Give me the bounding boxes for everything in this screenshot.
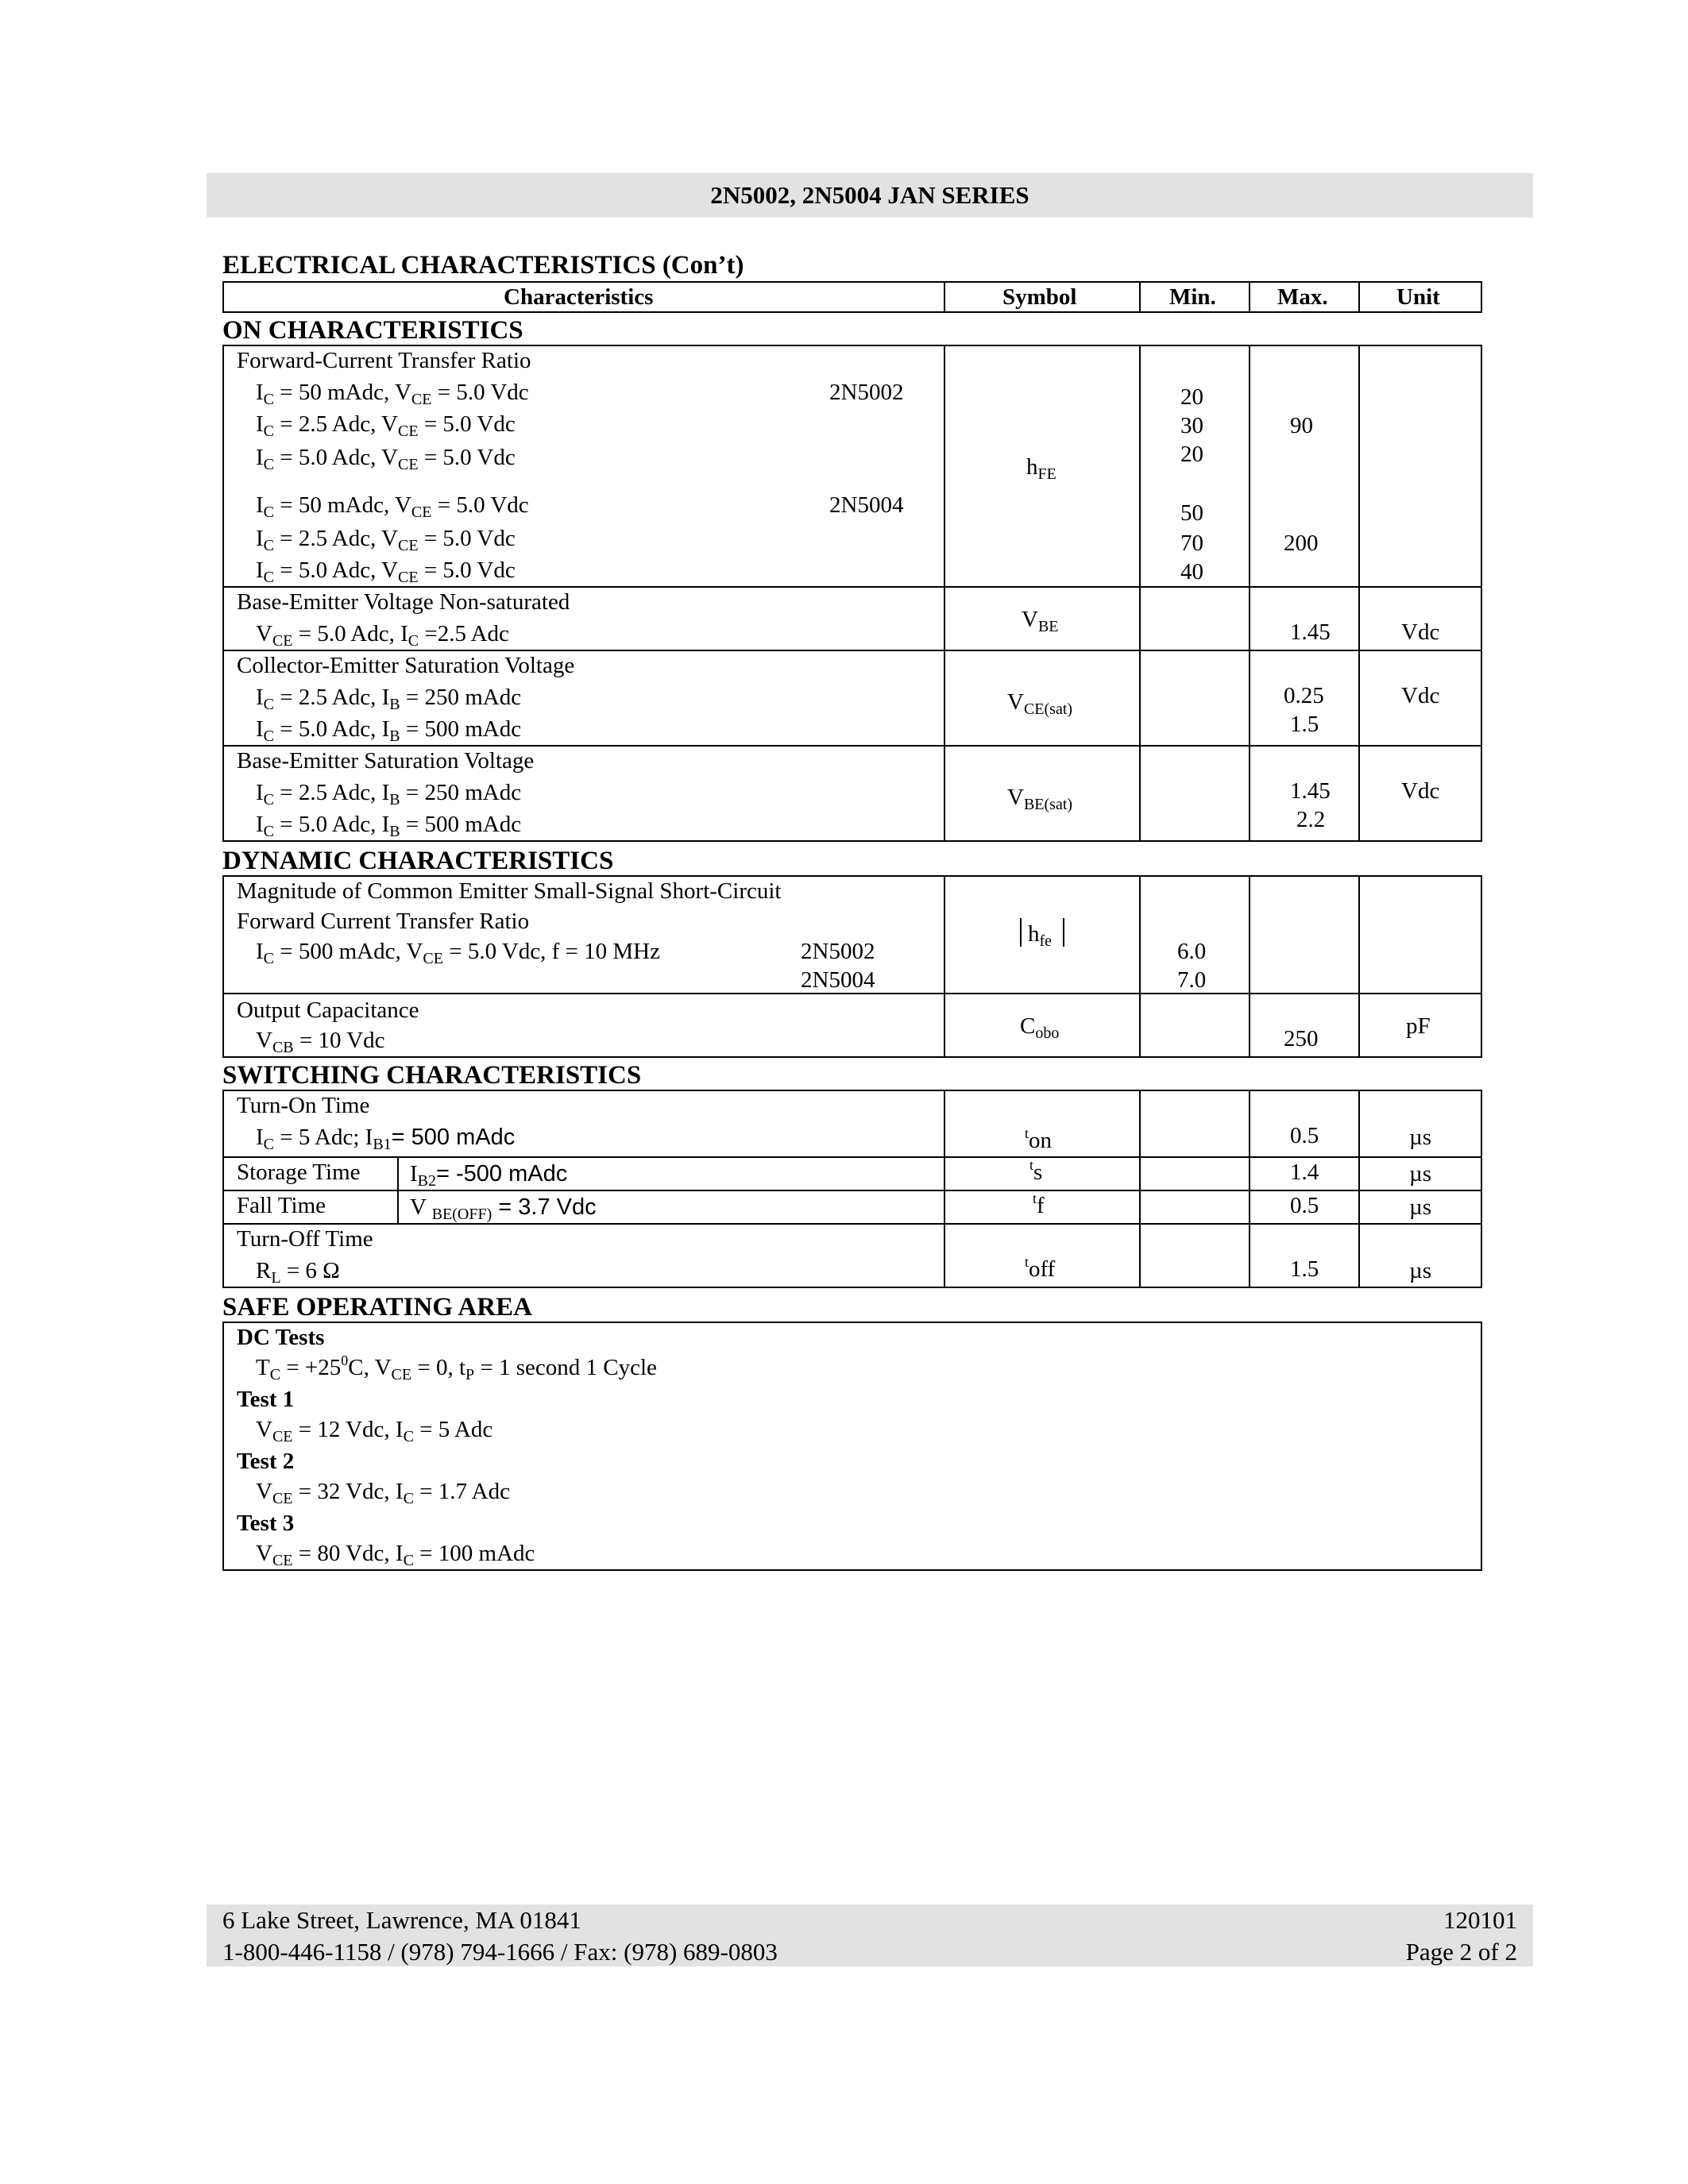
col-unit: Unit (1396, 284, 1440, 310)
soa-test-2-cond: $V_{CE} = 32$ Vdc, $I_C = 1.7$ Adc (256, 1479, 510, 1507)
cobo-name: Output Capacitance (237, 997, 419, 1023)
footer-bar (207, 1904, 1533, 1966)
section-title: ELECTRICAL CHARACTERISTICS (Con’t) (222, 251, 744, 280)
hfe-min-1: 20 (1180, 384, 1203, 410)
col-max: Max. (1277, 284, 1328, 310)
ts-name: Storage Time (237, 1160, 361, 1185)
ton-symbol: $^t$on (1025, 1125, 1053, 1153)
ts-cond: $I_{B2}= -500$ mAdc (410, 1161, 568, 1190)
hfe-max-2: 200 (1284, 531, 1319, 556)
tf-cond: V $_{BE(OFF)}$ = 3.7 Vdc (410, 1194, 597, 1223)
tf-max: 0.5 (1290, 1193, 1319, 1218)
ts-unit: µs (1409, 1161, 1431, 1187)
tf-symbol: $^t$f (1033, 1190, 1045, 1218)
switching-characteristics-title: SWITCHING CHARACTERISTICS (222, 1061, 642, 1090)
tf-name: Fall Time (237, 1193, 326, 1218)
hfe-name: Forward-Current Transfer Ratio (237, 348, 531, 373)
toff-name: Turn-Off Time (237, 1226, 373, 1252)
soa-test-1: Test 1 (237, 1387, 295, 1412)
dyn-hfe-min-1: 6.0 (1177, 939, 1207, 964)
hfe-cond-1: $I_C = 50$ mAdc, $V_{CE} = 5.0$ Vdc (256, 380, 529, 408)
col-symbol: Symbol (1002, 284, 1077, 310)
hfe-cond-5: $I_C = 2.5$ Adc, $V_{CE} = 5.0$ Vdc (256, 526, 516, 554)
hfe-cond-3: $I_C = 5.0$ Adc, $V_{CE} = 5.0$ Vdc (256, 445, 516, 473)
dyn-hfe-line-1: Magnitude of Common Emitter Small-Signal Short-Circuit (237, 878, 782, 904)
footer-phone: 1-800-446-1158 / (978) 794-1666 / Fax: (978) 689-0803 (222, 1938, 778, 1966)
vbe-unit: Vdc (1401, 619, 1440, 645)
vbesat-symbol: $V_{BE(sat)}$ (1007, 785, 1073, 813)
tf-unit: µs (1409, 1194, 1431, 1220)
dynamic-characteristics-title: DYNAMIC CHARACTERISTICS (222, 847, 614, 875)
hfe-min-4: 50 (1180, 500, 1203, 526)
ton-name: Turn-On Time (237, 1093, 370, 1118)
cobo-cond: $V_{CB} = 10$ Vdc (256, 1028, 385, 1056)
soa-test-3-cond: $V_{CE} = 80$ Vdc, $I_C = 100$ mAdc (256, 1541, 535, 1569)
vbe-symbol: $V_{BE}$ (1022, 607, 1059, 635)
vcesat-max-2: 1.5 (1290, 712, 1319, 737)
col-min: Min. (1169, 284, 1216, 310)
toff-cond: $R_L = 6$ Ω (256, 1258, 340, 1287)
hfe-min-3: 20 (1180, 442, 1203, 467)
soa-dc-tests: DC Tests (237, 1325, 325, 1350)
toff-max: 1.5 (1290, 1256, 1319, 1282)
dyn-hfe-device-1: 2N5002 (801, 939, 875, 964)
vbesat-cond-1: $I_C = 2.5$ Adc, $I_B = 250$ mAdc (256, 780, 522, 808)
header-bar (207, 173, 1533, 218)
soa-dc-cond: $T_C = +25^0C$, $V_{CE} = 0$, $t_P = 1$ second 1 Cycle (256, 1352, 657, 1383)
vbe-cond: $V_{CE} = 5.0$ Adc, $I_C =2.5$ Adc (256, 621, 509, 650)
toff-unit: µs (1409, 1258, 1431, 1283)
vcesat-max-1: 0.25 (1284, 683, 1324, 708)
hfe-max-1: 90 (1290, 413, 1313, 438)
dyn-hfe-min-2: 7.0 (1177, 967, 1207, 993)
vbesat-unit: Vdc (1401, 778, 1440, 804)
footer-address: 6 Lake Street, Lawrence, MA 01841 (222, 1906, 581, 1934)
hfe-min-5: 70 (1180, 531, 1203, 556)
hfe-symbol: $h_{FE}$ (1026, 454, 1056, 483)
vbesat-name: Base-Emitter Saturation Voltage (237, 748, 535, 774)
footer-doc-number: 120101 (1443, 1906, 1517, 1934)
vcesat-cond-1: $I_C = 2.5$ Adc, $I_B = 250$ mAdc (256, 685, 522, 713)
col-characteristics: Characteristics (504, 284, 654, 310)
soa-test-3: Test 3 (237, 1511, 295, 1536)
toff-symbol: $^t$off (1025, 1254, 1056, 1282)
soa-test-2: Test 2 (237, 1449, 295, 1474)
cobo-unit: pF (1406, 1013, 1431, 1039)
dyn-hfe-cond: $I_C = 500$ mAdc, $V_{CE} = 5.0$ Vdc, f = 10 MHz (256, 939, 660, 967)
footer-page-number: Page 2 of 2 (1405, 1938, 1517, 1966)
ton-unit: µs (1409, 1125, 1431, 1150)
vcesat-cond-2: $I_C = 5.0$ Adc, $I_B = 500$ mAdc (256, 716, 522, 745)
cobo-max: 250 (1284, 1026, 1319, 1051)
ts-max: 1.4 (1290, 1160, 1319, 1185)
vcesat-name: Collector-Emitter Saturation Voltage (237, 653, 575, 678)
hfe-min-2: 30 (1180, 413, 1203, 438)
safe-operating-area-title: SAFE OPERATING AREA (222, 1293, 532, 1322)
cobo-symbol: $C_{obo}$ (1020, 1013, 1060, 1042)
hfe-cond-2: $I_C = 2.5$ Adc, $V_{CE} = 5.0$ Vdc (256, 411, 516, 440)
soa-test-1-cond: $V_{CE} = 12$ Vdc, $I_C = 5$ Adc (256, 1417, 493, 1445)
vbe-max: 1.45 (1290, 619, 1331, 645)
ton-max: 0.5 (1290, 1123, 1319, 1148)
ton-cond: $I_C = 5$ Adc; $I_{B1}= 500$ mAdc (256, 1125, 516, 1153)
hfe-cond-6: $I_C = 5.0$ Adc, $V_{CE} = 5.0$ Vdc (256, 558, 516, 586)
vcesat-unit: Vdc (1401, 683, 1440, 708)
vbesat-max-1: 1.45 (1290, 778, 1331, 804)
document-title: 2N5002, 2N5004 JAN SERIES (710, 181, 1029, 209)
vcesat-symbol: $V_{CE(sat)}$ (1007, 689, 1073, 718)
on-characteristics-title: ON CHARACTERISTICS (222, 316, 523, 345)
dyn-hfe-symbol: $h_{fe}$ (1028, 921, 1053, 950)
vbe-name: Base-Emitter Voltage Non-saturated (237, 589, 570, 615)
hfe-cond-4: $I_C = 50$ mAdc, $V_{CE} = 5.0$ Vdc (256, 492, 529, 521)
hfe-min-6: 40 (1180, 559, 1203, 585)
ts-symbol: $^t$s (1029, 1157, 1043, 1185)
hfe-device-2: 2N5004 (829, 492, 904, 518)
hfe-device-1: 2N5002 (829, 380, 904, 405)
vbesat-cond-2: $I_C = 5.0$ Adc, $I_B = 500$ mAdc (256, 812, 522, 840)
dyn-hfe-line-2: Forward Current Transfer Ratio (237, 909, 530, 934)
dyn-hfe-device-2: 2N5004 (801, 967, 875, 993)
vbesat-max-2: 2.2 (1296, 807, 1326, 832)
